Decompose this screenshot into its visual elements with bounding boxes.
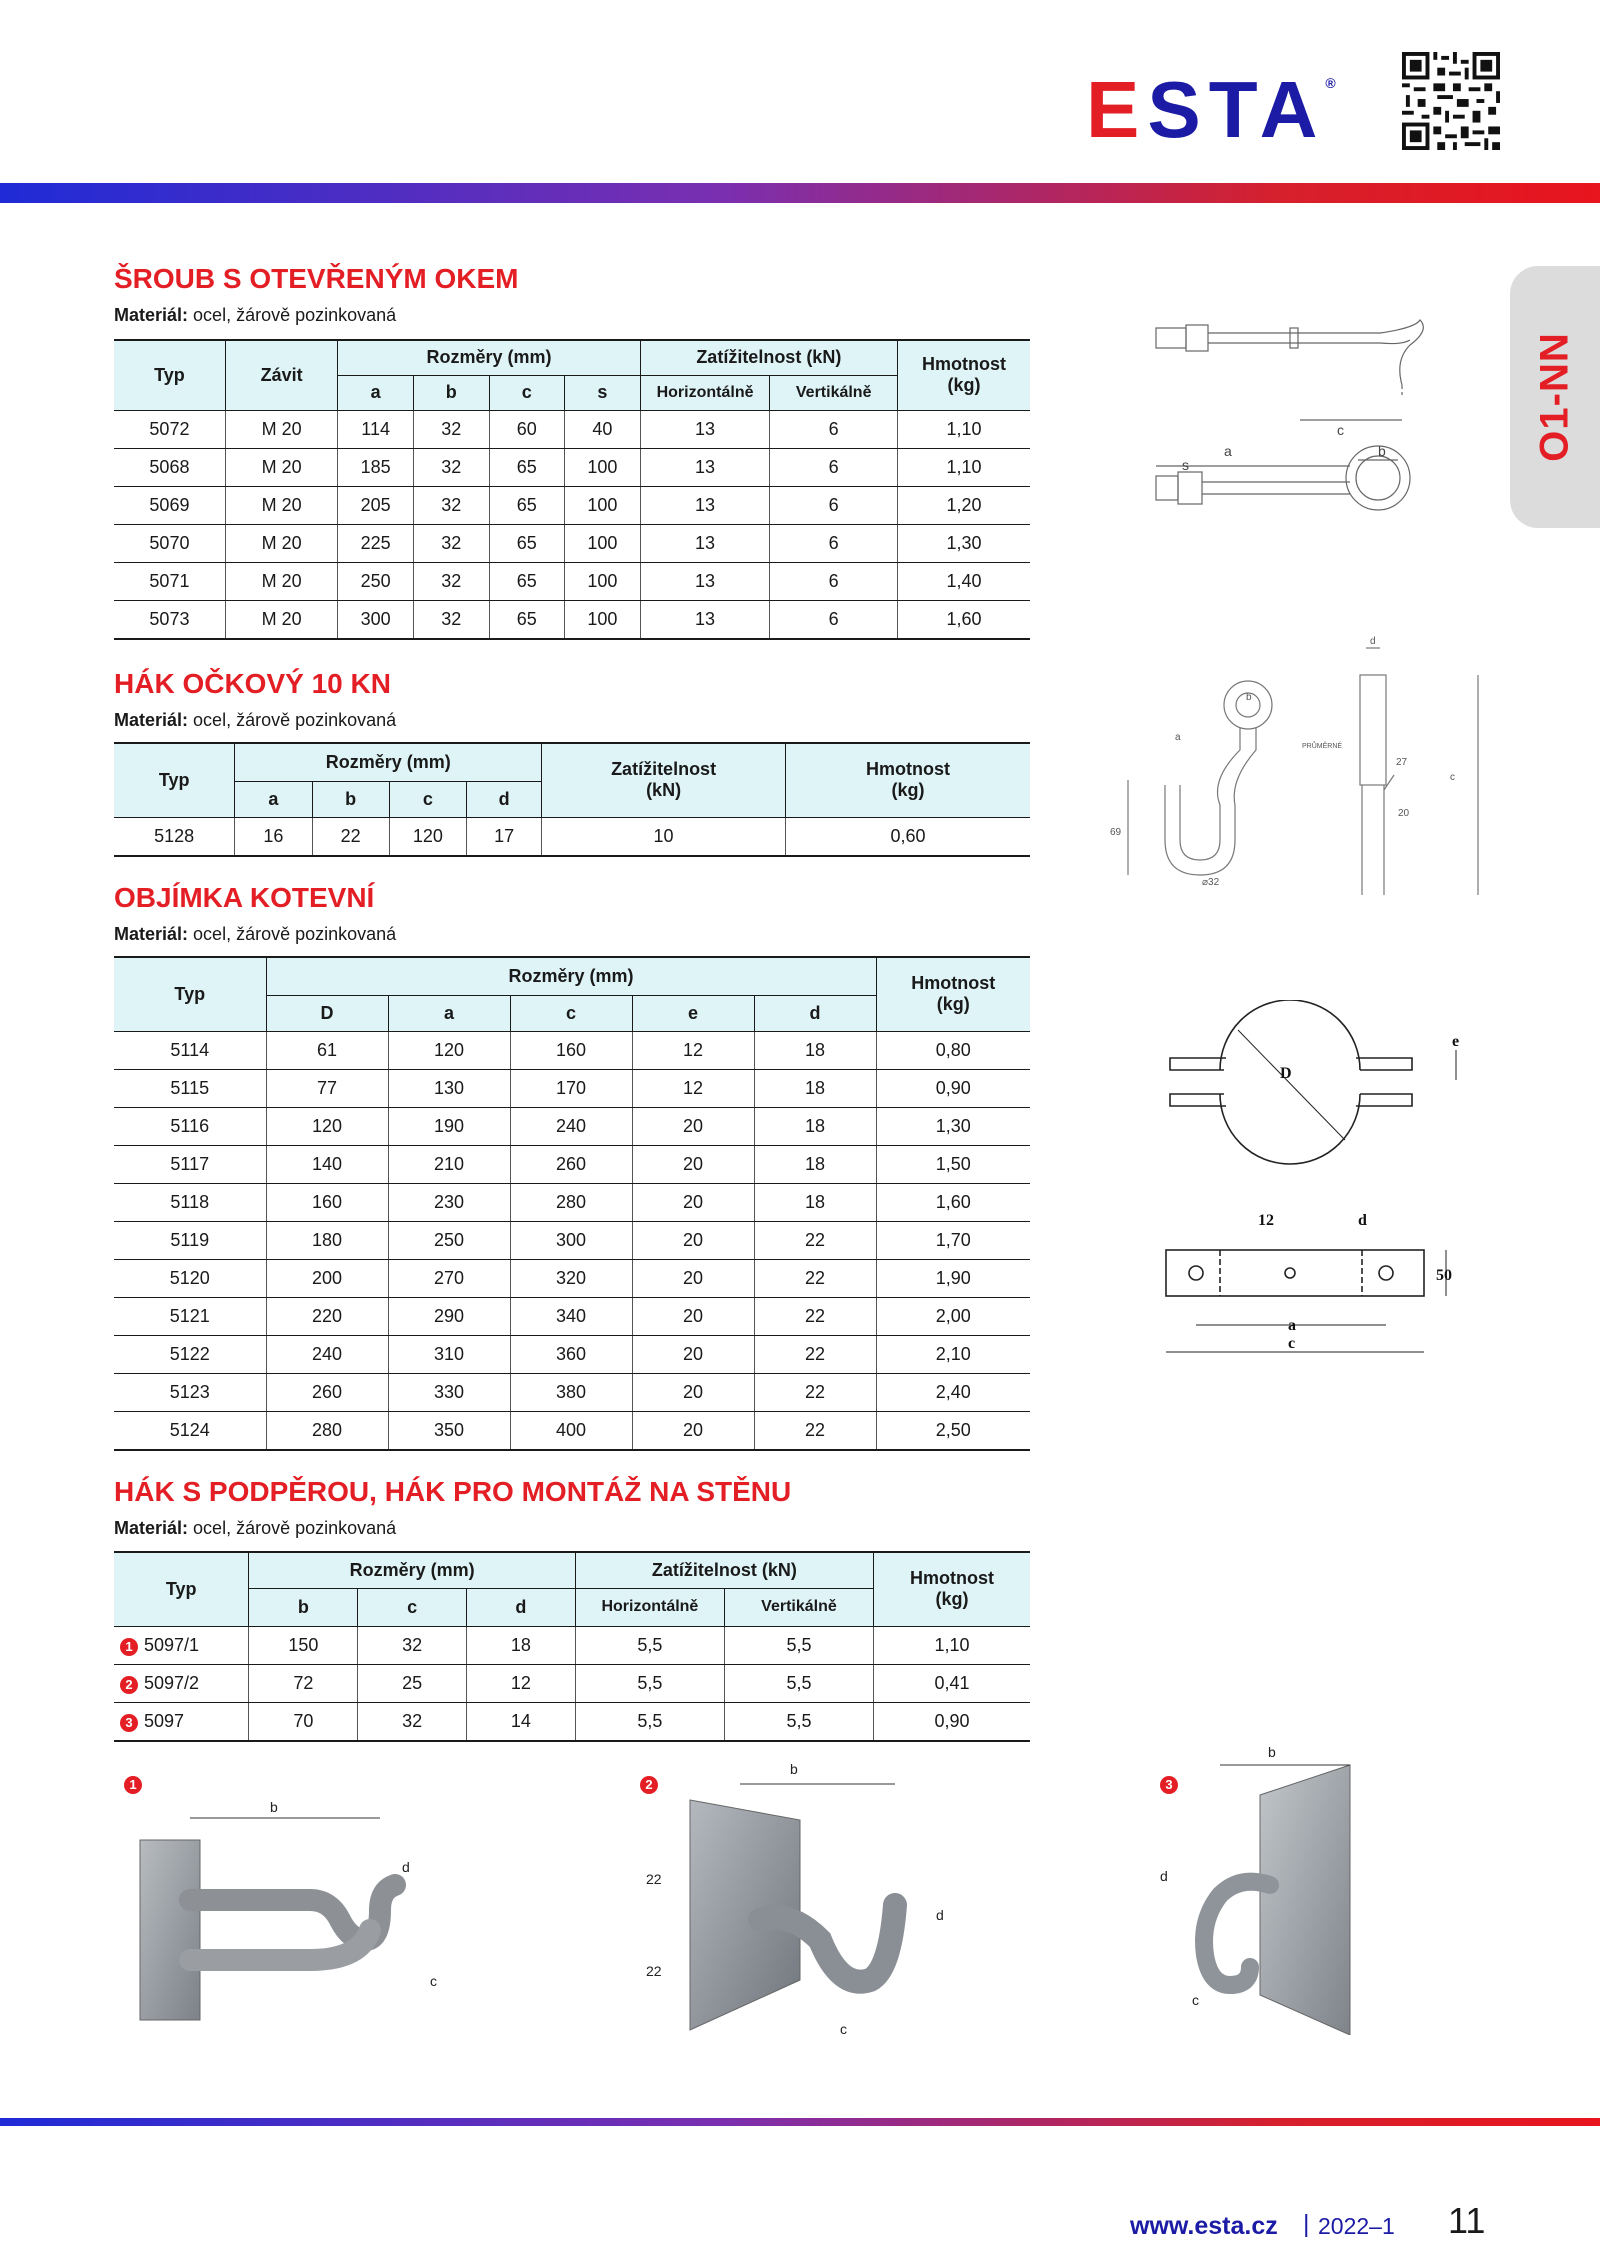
dim-label-50: 50	[1436, 1267, 1452, 1284]
table-cell: 120	[388, 1031, 510, 1069]
table-cell: 5123	[114, 1373, 266, 1411]
material-line-objimka	[114, 924, 396, 945]
table-cell: 65	[489, 448, 565, 486]
material-label: Materiál:	[114, 305, 189, 325]
table-cell: 20	[632, 1183, 754, 1221]
table-cell: 18	[754, 1183, 876, 1221]
table-cell: 320	[510, 1259, 632, 1297]
header-col: d	[467, 1588, 576, 1626]
header-typ: Typ	[114, 1552, 249, 1626]
table-cell: 32	[358, 1702, 467, 1741]
header-col: d	[467, 781, 542, 817]
dim-label-a: a	[1175, 732, 1181, 743]
header-zavit: Závit	[225, 340, 337, 410]
material-line-hak-ockovy	[114, 710, 396, 731]
table-cell: 230	[388, 1183, 510, 1221]
table-cell: 100	[565, 448, 641, 486]
side-tab[interactable]	[1510, 266, 1600, 528]
row-marker: 2	[120, 1676, 138, 1694]
header-col: b	[413, 375, 489, 410]
table-cell: 13	[640, 486, 770, 524]
table-cell: 0,80	[876, 1031, 1030, 1069]
table-cell: 2,50	[876, 1411, 1030, 1450]
table-cell: 20	[632, 1145, 754, 1183]
table-cell: 100	[565, 486, 641, 524]
table-objimka	[114, 956, 1030, 1451]
dim-label-D: D	[1280, 1065, 1292, 1082]
table-cell: 22	[754, 1297, 876, 1335]
table-cell: 6	[770, 448, 898, 486]
header-hmotnost: Hmotnost (kg)	[897, 340, 1030, 410]
table-cell: 200	[266, 1259, 388, 1297]
table-cell: 5116	[114, 1107, 266, 1145]
table-cell: 16	[235, 817, 312, 856]
table-row	[114, 1221, 1030, 1259]
table-cell: 300	[510, 1221, 632, 1259]
table-cell: 6	[770, 524, 898, 562]
section-title-hak-ockovy: HÁK OČKOVÝ 10 KN	[114, 668, 391, 699]
table-cell: 6	[770, 600, 898, 639]
table-cell: 65	[489, 562, 565, 600]
table-cell: 2,10	[876, 1335, 1030, 1373]
table-row	[114, 1031, 1030, 1069]
table-row	[114, 1373, 1030, 1411]
dim-label-c: c	[1337, 422, 1344, 438]
row-marker: 3	[120, 1714, 138, 1732]
table-cell: 18	[754, 1145, 876, 1183]
header-zatizitelnost: Zatížitelnost (kN)	[640, 340, 897, 375]
photo2-label-22b: 22	[646, 1963, 662, 1979]
dim-label-a: a	[1288, 1317, 1296, 1334]
header-col: D	[266, 995, 388, 1031]
table-cell: M 20	[225, 448, 337, 486]
header-col: e	[632, 995, 754, 1031]
section-title-objimka: OBJÍMKA KOTEVNÍ	[114, 882, 375, 913]
table-cell: 13	[640, 524, 770, 562]
table-cell: 330	[388, 1373, 510, 1411]
table-cell: 5073	[114, 600, 225, 639]
table-cell: 5,5	[575, 1626, 724, 1664]
dim-label-c: c	[1288, 1335, 1296, 1352]
table-cell: 5068	[114, 448, 225, 486]
table-cell: 250	[388, 1221, 510, 1259]
material-line-hak-podpera	[114, 1518, 396, 1539]
table-cell: 20	[632, 1107, 754, 1145]
table-cell: 310	[388, 1335, 510, 1373]
table-cell: 12	[467, 1664, 576, 1702]
table-row	[114, 1145, 1030, 1183]
row-typ: 5097	[144, 1710, 185, 1731]
table-cell: 114	[338, 410, 414, 448]
table-cell: 32	[358, 1626, 467, 1664]
header-col: a	[235, 781, 312, 817]
table-cell: M 20	[225, 410, 337, 448]
table-cell: 20	[632, 1335, 754, 1373]
header-vertikalne: Vertikálně	[725, 1588, 874, 1626]
header-typ: Typ	[114, 340, 225, 410]
logo-letters: STA	[1147, 65, 1326, 154]
table-cell: 180	[266, 1221, 388, 1259]
table-cell: 1,40	[897, 562, 1030, 600]
footer-url-link[interactable]: www.esta.cz	[1130, 2212, 1278, 2240]
table-cell: 5120	[114, 1259, 266, 1297]
dim-label-b: b	[1378, 443, 1386, 459]
table-cell: 2,00	[876, 1297, 1030, 1335]
photo2-label-d: d	[936, 1907, 944, 1923]
table-cell: 5128	[114, 817, 235, 856]
table-cell: 280	[510, 1183, 632, 1221]
esta-logo	[1086, 65, 1336, 154]
table-cell: 1,60	[876, 1183, 1030, 1221]
header-zatizitelnost: Zatížitelnost (kN)	[542, 743, 786, 817]
table-cell: 205	[338, 486, 414, 524]
table-cell: 0,41	[873, 1664, 1030, 1702]
photo1-label-b: b	[270, 1799, 278, 1815]
table-cell: 360	[510, 1335, 632, 1373]
table-cell: 32	[413, 486, 489, 524]
sroub-technical-drawing	[1140, 300, 1470, 550]
material-line-sroub	[114, 305, 396, 326]
table-cell: 380	[510, 1373, 632, 1411]
table-cell: 270	[388, 1259, 510, 1297]
table-cell: 2,40	[876, 1373, 1030, 1411]
material-value: ocel, žárově pozinkovaná	[193, 305, 397, 325]
photo-marker-1: 1	[124, 1776, 142, 1794]
table-cell: 5072	[114, 410, 225, 448]
table-cell: 20	[632, 1259, 754, 1297]
table-cell: 32	[413, 524, 489, 562]
table-cell: 170	[510, 1069, 632, 1107]
table-cell: 0,90	[873, 1702, 1030, 1741]
dim-label-d: d	[1370, 636, 1376, 647]
table-cell: 5117	[114, 1145, 266, 1183]
material-value: ocel, žárově pozinkovaná	[193, 924, 397, 944]
header-col: b	[249, 1588, 358, 1626]
table-cell: 5,5	[725, 1664, 874, 1702]
table-cell: 5118	[114, 1183, 266, 1221]
table-cell: 280	[266, 1411, 388, 1450]
dim-label-a: a	[1224, 443, 1232, 459]
header-col: c	[489, 375, 565, 410]
objimka-technical-drawing	[1150, 1000, 1470, 1370]
table-cell: 100	[565, 562, 641, 600]
hak-ockovy-technical-drawing	[1100, 630, 1480, 920]
photo1-label-d: d	[402, 1859, 410, 1875]
photo3-label-b: b	[1268, 1744, 1276, 1760]
table-cell: 65	[489, 486, 565, 524]
table-cell: 13	[640, 562, 770, 600]
header-col: a	[388, 995, 510, 1031]
table-cell-typ	[114, 1664, 249, 1702]
table-row	[114, 410, 1030, 448]
table-cell: 120	[389, 817, 466, 856]
table-cell: 400	[510, 1411, 632, 1450]
table-cell: 1,90	[876, 1259, 1030, 1297]
table-cell-typ	[114, 1702, 249, 1741]
table-cell: M 20	[225, 562, 337, 600]
table-cell: 32	[413, 448, 489, 486]
dim-label-69: 69	[1110, 827, 1122, 838]
table-row	[114, 817, 1030, 856]
dim-label-d32: ⌀32	[1202, 877, 1220, 888]
table-cell: 18	[754, 1069, 876, 1107]
table-cell: 5,5	[575, 1664, 724, 1702]
photo2-label-22a: 22	[646, 1871, 662, 1887]
table-cell: 1,30	[876, 1107, 1030, 1145]
material-value: ocel, žárově pozinkovaná	[193, 710, 397, 730]
table-row	[114, 1626, 1030, 1664]
dim-label-s: s	[1182, 457, 1189, 473]
table-cell: 22	[754, 1335, 876, 1373]
side-tab-label: O1-NN	[1532, 332, 1577, 462]
logo-letter-e: E	[1086, 65, 1148, 154]
section-title-hak-podpera: HÁK S PODPĚROU, HÁK PRO MONTÁŽ NA STĚNU	[114, 1476, 792, 1507]
dim-label-prumerne: PRŮMĚRNÉ	[1302, 743, 1343, 750]
table-cell: 1,60	[897, 600, 1030, 639]
dim-label-d: d	[1358, 1212, 1367, 1229]
header-col: c	[389, 781, 466, 817]
footer-gradient-bar	[0, 2118, 1600, 2126]
table-cell: 32	[413, 600, 489, 639]
table-cell: 22	[754, 1221, 876, 1259]
table-cell: 65	[489, 524, 565, 562]
table-cell: 22	[754, 1373, 876, 1411]
table-cell: 13	[640, 448, 770, 486]
header-rozmery: Rozměry (mm)	[338, 340, 640, 375]
table-hak-ockovy	[114, 742, 1030, 857]
table-cell: 260	[510, 1145, 632, 1183]
header-horizontalne: Horizontálně	[575, 1588, 724, 1626]
table-row	[114, 1107, 1030, 1145]
table-cell: M 20	[225, 600, 337, 639]
table-cell: 290	[388, 1297, 510, 1335]
material-label: Materiál:	[114, 924, 189, 944]
table-cell: M 20	[225, 486, 337, 524]
table-cell: 17	[467, 817, 542, 856]
section-title-sroub: ŠROUB S OTEVŘENÝM OKEM	[114, 263, 519, 294]
table-cell: 5119	[114, 1221, 266, 1259]
table-cell: 10	[542, 817, 786, 856]
table-cell: 20	[632, 1373, 754, 1411]
header-hmotnost: Hmotnost (kg)	[785, 743, 1030, 817]
hak-5097-photo	[1150, 1735, 1380, 2035]
footer-separator: |	[1303, 2210, 1310, 2238]
table-cell: 13	[640, 600, 770, 639]
header-hmotnost: Hmotnost (kg)	[876, 957, 1030, 1031]
table-row	[114, 448, 1030, 486]
table-cell: 32	[413, 410, 489, 448]
dim-label-20: 20	[1398, 808, 1410, 819]
header-typ: Typ	[114, 743, 235, 817]
table-cell: 100	[565, 524, 641, 562]
header-col: c	[358, 1588, 467, 1626]
table-cell: 20	[632, 1297, 754, 1335]
table-cell: 77	[266, 1069, 388, 1107]
table-cell: 20	[632, 1411, 754, 1450]
table-cell: 1,20	[897, 486, 1030, 524]
table-cell: 5069	[114, 486, 225, 524]
material-label: Materiál:	[114, 710, 189, 730]
table-cell: 1,70	[876, 1221, 1030, 1259]
table-cell: 6	[770, 562, 898, 600]
table-cell: 1,10	[897, 448, 1030, 486]
row-typ: 5097/1	[144, 1634, 200, 1655]
header-col: s	[565, 375, 641, 410]
table-cell: 150	[249, 1626, 358, 1664]
table-cell: 5,5	[725, 1702, 874, 1741]
table-cell: 5124	[114, 1411, 266, 1450]
table-cell: 100	[565, 600, 641, 639]
table-row	[114, 562, 1030, 600]
table-row	[114, 1297, 1030, 1335]
table-cell: 18	[467, 1626, 576, 1664]
table-cell: 160	[266, 1183, 388, 1221]
table-cell: 18	[754, 1031, 876, 1069]
photo1-label-c: c	[430, 1973, 437, 1989]
table-cell: 140	[266, 1145, 388, 1183]
table-sroub	[114, 339, 1030, 640]
header-rozmery: Rozměry (mm)	[235, 743, 542, 781]
table-row	[114, 1702, 1030, 1741]
table-cell: 25	[358, 1664, 467, 1702]
header-zatizitelnost: Zatížitelnost (kN)	[575, 1552, 873, 1588]
table-cell: 260	[266, 1373, 388, 1411]
table-row	[114, 1069, 1030, 1107]
table-cell: 13	[640, 410, 770, 448]
table-cell: 5071	[114, 562, 225, 600]
header-col: d	[754, 995, 876, 1031]
table-cell: M 20	[225, 524, 337, 562]
table-cell: 5114	[114, 1031, 266, 1069]
table-cell: 220	[266, 1297, 388, 1335]
table-cell: 130	[388, 1069, 510, 1107]
photo-marker-2: 2	[640, 1776, 658, 1794]
row-typ: 5097/2	[144, 1672, 200, 1693]
table-cell: 20	[632, 1221, 754, 1259]
table-cell: 22	[754, 1259, 876, 1297]
table-cell: 5,5	[575, 1702, 724, 1741]
dim-label-b: b	[1246, 692, 1252, 703]
header-col: c	[510, 995, 632, 1031]
table-cell: 120	[266, 1107, 388, 1145]
table-cell: 22	[312, 817, 389, 856]
table-cell: 32	[413, 562, 489, 600]
table-cell: 12	[632, 1031, 754, 1069]
footer-version: 2022–1	[1318, 2213, 1395, 2239]
table-cell: 340	[510, 1297, 632, 1335]
table-cell: 225	[338, 524, 414, 562]
photo3-label-c: c	[1192, 1992, 1199, 2008]
table-cell: 240	[266, 1335, 388, 1373]
table-cell: 60	[489, 410, 565, 448]
header-col: a	[338, 375, 414, 410]
table-cell: 6	[770, 410, 898, 448]
table-cell: 1,50	[876, 1145, 1030, 1183]
row-marker: 1	[120, 1638, 138, 1656]
table-cell: 210	[388, 1145, 510, 1183]
table-cell: 5122	[114, 1335, 266, 1373]
table-cell: 12	[632, 1069, 754, 1107]
table-cell: 350	[388, 1411, 510, 1450]
table-cell: 22	[754, 1411, 876, 1450]
photo-marker-3: 3	[1160, 1776, 1178, 1794]
table-cell: 5115	[114, 1069, 266, 1107]
hak-5097-2-photo	[640, 1760, 970, 2060]
table-cell: 70	[249, 1702, 358, 1741]
table-row	[114, 1183, 1030, 1221]
header-typ: Typ	[114, 957, 266, 1031]
table-row	[114, 524, 1030, 562]
table-cell: 1,10	[873, 1626, 1030, 1664]
photo2-label-b: b	[790, 1761, 798, 1777]
table-cell: 0,90	[876, 1069, 1030, 1107]
dim-label-c: c	[1450, 772, 1455, 783]
photo2-label-c: c	[840, 2021, 847, 2037]
table-cell-typ	[114, 1626, 249, 1664]
table-cell: 5121	[114, 1297, 266, 1335]
table-cell: 61	[266, 1031, 388, 1069]
table-row	[114, 486, 1030, 524]
table-cell: 18	[754, 1107, 876, 1145]
material-value: ocel, žárově pozinkovaná	[193, 1518, 397, 1538]
table-row	[114, 1335, 1030, 1373]
header-vertikalne: Vertikálně	[770, 375, 898, 410]
table-cell: 40	[565, 410, 641, 448]
table-row	[114, 600, 1030, 639]
table-cell: 14	[467, 1702, 576, 1741]
dim-label-e: e	[1452, 1033, 1460, 1050]
material-label: Materiál:	[114, 1518, 189, 1538]
hak-5097-1-photo	[130, 1790, 460, 2050]
table-cell: 72	[249, 1664, 358, 1702]
table-cell: 190	[388, 1107, 510, 1145]
qr-code-icon	[1402, 52, 1500, 150]
header-rozmery: Rozměry (mm)	[249, 1552, 575, 1588]
table-cell: 6	[770, 486, 898, 524]
header-gradient-bar	[0, 183, 1600, 203]
table-hak-podpera	[114, 1551, 1030, 1742]
photo3-label-d: d	[1160, 1868, 1168, 1884]
table-cell: 5070	[114, 524, 225, 562]
table-cell: 160	[510, 1031, 632, 1069]
header-hmotnost: Hmotnost (kg)	[873, 1552, 1030, 1626]
table-row	[114, 1259, 1030, 1297]
table-row	[114, 1411, 1030, 1450]
dim-label-27: 27	[1396, 757, 1408, 768]
table-cell: 240	[510, 1107, 632, 1145]
table-cell: 1,10	[897, 410, 1030, 448]
table-cell: 250	[338, 562, 414, 600]
header-col: b	[312, 781, 389, 817]
table-cell: 5,5	[725, 1626, 874, 1664]
table-row	[114, 1664, 1030, 1702]
header-horizontalne: Horizontálně	[640, 375, 770, 410]
header-rozmery: Rozměry (mm)	[266, 957, 876, 995]
table-cell: 1,30	[897, 524, 1030, 562]
dim-label-12: 12	[1258, 1212, 1274, 1229]
table-cell: 185	[338, 448, 414, 486]
table-cell: 0,60	[785, 817, 1030, 856]
table-cell: 300	[338, 600, 414, 639]
page-number: 11	[1448, 2200, 1486, 2241]
table-cell: 65	[489, 600, 565, 639]
logo-registered-mark: ®	[1325, 75, 1336, 91]
